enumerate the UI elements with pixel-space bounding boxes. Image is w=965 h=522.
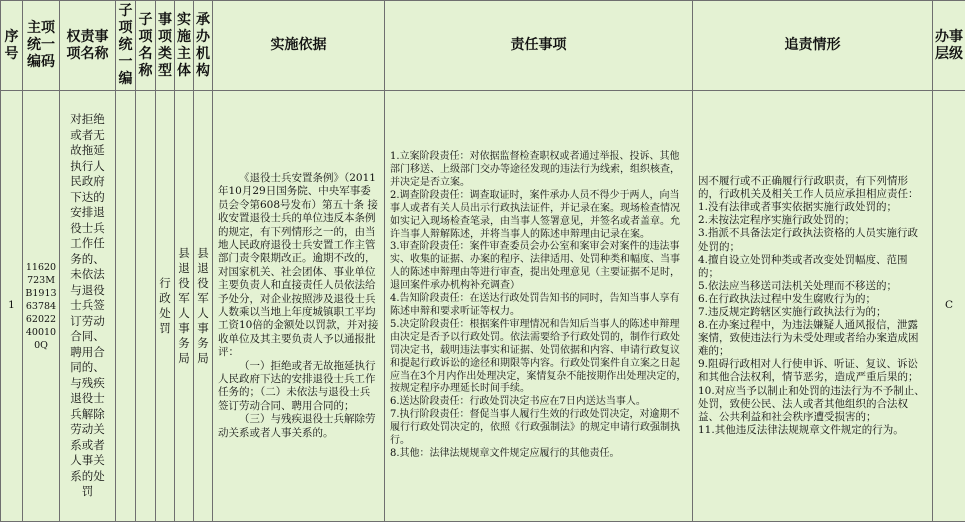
header-subject: 实施主体 [175,1,194,91]
cell-level: C [933,91,965,522]
acc-item: 8.在办案过程中，为违法嫌疑人通风报信，泄露案情，致使违法行为未受处理或者给办案造成困难的； [698,319,919,358]
acc-item: 4.擅自设立处罚种类或者改变处罚幅度、范围的； [698,253,908,279]
header-seq: 序号 [1,1,23,91]
header-type: 事项类型 [156,1,175,91]
cell-basis [213,91,385,522]
cell-name: 对拒绝或者无故拖延执行人民政府下达的安排退役士兵工作任务的、未依法与退役士兵签订劳动合同、聘用合同的、与残疾退役士兵解除劳动关系或者人事关系的处罚 [60,91,116,522]
header-sub-code: 子项统一编 [116,1,136,91]
resp-item: 7.执行阶段责任：督促当事人履行生效的行政处罚决定，对逾期不履行行政处罚决定的，依照《行政强制法》的规定申请行政强制执行。 [390,409,680,447]
header-level: 办事层级 [933,1,965,91]
cell-sub-code [116,91,136,522]
resp-item: 8.其他：法律法规规章文件规定应履行的其他责任。 [390,447,620,459]
basis-item-1-2: （一）拒绝或者无故拖延执行人民政府下达的安排退役士兵工作任务的；（二）未依法与退役士兵签订劳动合同、聘用合同的； [218,359,376,412]
resp-item: 3.审查阶段责任：案件审查委员会办公室和案审会对案件的违法事实、收集的证据、办案的程序、法律适用、处罚种类和幅度、当事人的陈述申辩理由等进行审查，提出处理意见（主要证据不足时，退回案件承办机构补充调查） [390,241,680,292]
table-row [1,91,965,522]
acc-item: 9.阻碍行政相对人行使申诉、听证、复议、诉讼和其他合法权利，情节恶劣，造成严重后果的； [698,358,919,384]
cell-acc [693,91,933,522]
resp-item: 6.送达阶段责任：行政处罚决定书应在7日内送达当事人。 [390,396,646,408]
resp-item: 1.立案阶段责任：对依据监督检查职权或者通过举报、投诉、其他部门移送、上级部门交办等途径发现的违法行为线索，组织核查，并决定是否立案。 [390,151,680,188]
cell-sub-name [136,91,156,522]
header-basis: 实施依据 [213,1,385,91]
header-acc: 追责情形 [693,1,933,91]
header-row [1,1,965,91]
cell-subject: 县退役军人事务局 [175,91,194,522]
acc-intro: 因不履行或不正确履行行政职责，有下列情形的，行政机关及相关工作人员应承担相应责任： [698,175,919,201]
resp-item: 2.调查阶段责任：调查取证时，案件承办人员不得少于两人，向当事人或者有关人员出示行政执法证件，并记录在案。现场检查情况如实记入现场检查笔录，由当事人签署意见，并签名或者盖章。允许当事人辩解陈述，并将当事人的陈述申辩理由记录在案。 [390,189,680,240]
acc-item: 2.未按法定程序实施行政处罚的； [698,214,856,227]
resp-item: 5.决定阶段责任：根据案件审理情况和告知后当事人的陈述申辩理由决定是否予以行政处罚。依法需要给予行政处罚的，制作行政处罚决定书，载明违法事实和证据、处罚依据和内容、申请行政复议和提起行政诉讼的途径和期限等内容。行政处罚案件自立案之日起应当在3个月内作出处理决定，案情复杂不能按期作出处理决定的，按规定程序办理延长时间手续。 [390,318,687,395]
header-name: 权责事项名称 [60,1,116,91]
cell-resp [385,91,693,522]
acc-item: 7.违反规定跨辖区实施行政执法行为的； [698,306,887,318]
header-resp: 责任事项 [385,1,693,91]
header-sub-name: 子项名称 [136,1,156,91]
cell-org: 县退役军人事务局 [194,91,213,522]
header-main-code: 主项统一编码 [23,1,60,91]
acc-item: 10.对应当予以制止和处罚的违法行为不予制止、处罚，致使公民、法人或者其他组织的合法权益、公共利益和社会秩序遭受损害的； [698,384,925,423]
acc-item: 6.在行政执法过程中发生腐败行为的； [698,292,877,305]
acc-item: 1.没有法律或者事实依据实施行政处罚的； [698,201,898,214]
cell-type: 行政处罚 [156,91,175,522]
cell-seq: 1 [1,91,23,522]
acc-item: 5.依法应当移送司法机关处理而不移送的； [698,279,898,292]
cell-main-code: 11620723MB19136378462022400100Q [23,91,60,522]
basis-intro: 《退役士兵安置条例》（2011年10月29日国务院、中央军事委员会令第608号发布）第五十条 接收安置退役士兵的单位违反本条例的规定，有下列情形之一的，由当地人民政府退役士兵安置工作主管部门责令限期改正。逾期不改的，对国家机关、社会团体、事业单位主要负责人和直接责任人员依法给予处分，对企业按照涉及退役士兵人数乘以当地上年度城镇职工平均工资10倍的金额处以罚款，并对接收单位及其主要负责人予以通报批评： [218,171,379,359]
resp-item: 4.告知阶段责任：在送达行政处罚告知书的同时，告知当事人享有陈述申辩和要求听证等权力。 [390,293,680,317]
acc-item: 3.指派不具备法定行政执法资格的人员实施行政处罚的； [698,227,919,253]
header-org: 承办机构 [194,1,213,91]
acc-item: 11.其他违反法律法规规章文件规定的行为。 [698,423,904,436]
basis-item-3: （三）与残疾退役士兵解除劳动关系或者人事关系的。 [218,413,376,439]
